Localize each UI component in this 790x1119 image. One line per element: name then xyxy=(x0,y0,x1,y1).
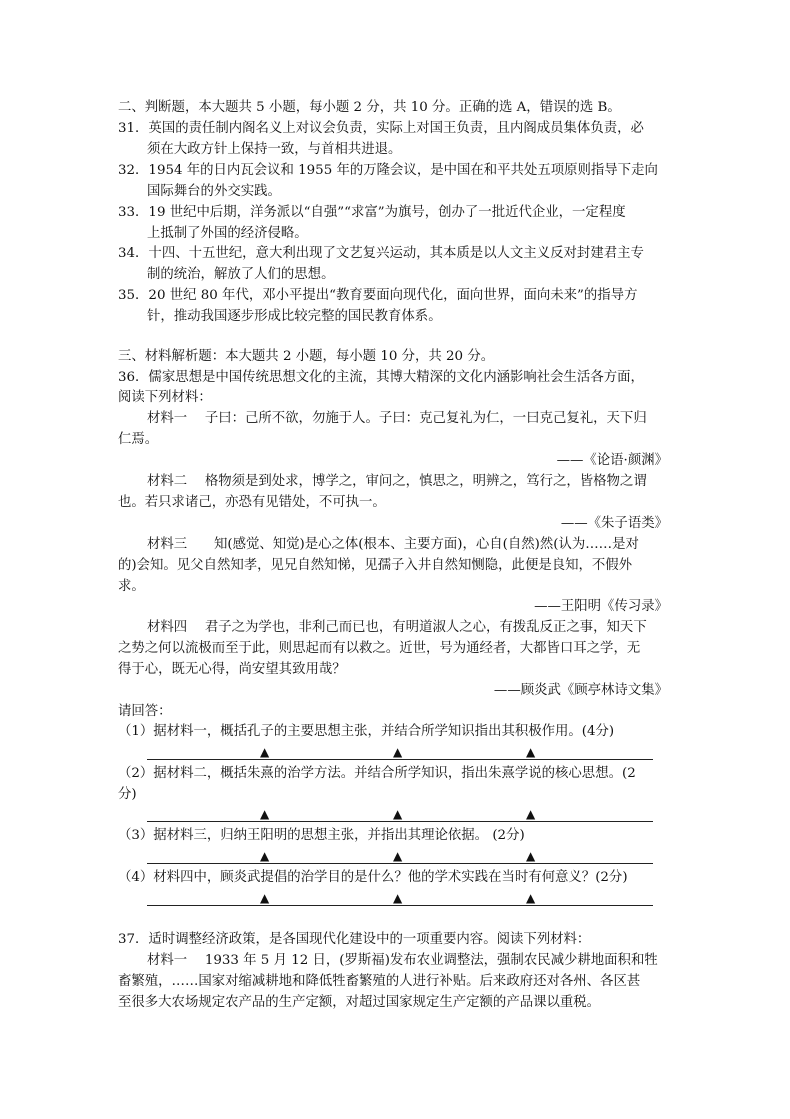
answer-marker: ▲ xyxy=(393,807,403,821)
material4-source: ——顾炎武《顾亭林诗文集》 xyxy=(493,683,668,698)
section2-title: 二、判断题，本大题共 5 小题，每小题 2 分，共 10 分。正确的选 A，错误的选 B。 xyxy=(118,100,621,115)
q34-line2: 制的统治，解放了人们的思想。 xyxy=(147,267,335,282)
q37-material1-line2: 畜繁殖，……国家对缩减耕地和降低牲畜繁殖的人进行补贴。后来政府还对各州、各区甚 xyxy=(118,974,641,989)
material4-line1: 材料四 君子之为学也，非利己而已也，有明道淑人之心，有拨乱反正之事，知天下 xyxy=(147,620,647,635)
answer-prompt: 请回答： xyxy=(118,704,172,719)
answer-marker: ▲ xyxy=(526,745,536,759)
q37-intro: 37．适时调整经济政策，是各国现代化建设中的一项重要内容。阅读下列材料： xyxy=(118,932,591,947)
material1-source: ——《论语·颜渊》 xyxy=(556,453,668,468)
q37-material1-line1: 材料一 1933 年 5 月 12 日，(罗斯福)发布农业调整法，强制农民减少耕地面积和牲 xyxy=(147,953,658,968)
answer-line[interactable] xyxy=(147,863,653,864)
answer-line[interactable] xyxy=(147,905,653,906)
answer-marker: ▲ xyxy=(260,891,270,905)
q33-line2: 上抵制了外国的经济侵略。 xyxy=(147,226,308,241)
section3-title: 三、材料解析题：本大题共 2 小题，每小题 10 分，共 20 分。 xyxy=(118,349,495,364)
q35-line1: 35．20 世纪 80 年代，邓小平提出“教育要面向现代化，面向世界，面向未来”的指导方 xyxy=(118,288,638,303)
q32-line1: 32．1954 年的日内瓦会议和 1955 年的万隆会议，是中国在和平共处五项原则指导下走向 xyxy=(118,163,658,178)
answer-marker: ▲ xyxy=(526,891,536,905)
answer-marker: ▲ xyxy=(393,891,403,905)
material3-line2: 的)会知。见父自然知孝，见兄自然知悌，见孺子入井自然知恻隐，此便是良知，不假外 xyxy=(118,558,633,573)
material3-line3: 求。 xyxy=(118,579,145,594)
q35-line2: 针，推动我国逐步形成比较完整的国民教育体系。 xyxy=(147,309,442,324)
answer-marker: ▲ xyxy=(260,849,270,863)
subquestion-1: （1）据材料一，概括孔子的主要思想主张，并结合所学知识指出其积极作用。(4分) xyxy=(118,724,615,739)
q31-line2: 须在大政方针上保持一致，与首相共进退。 xyxy=(147,142,402,157)
answer-marker: ▲ xyxy=(526,807,536,821)
q36-intro-line2: 阅读下列材料： xyxy=(118,390,212,405)
q31-line1: 31．英国的责任制内阁名义上对议会负责，实际上对国王负责，且内阁成员集体负责，必 xyxy=(118,121,644,136)
subquestion-4: （4）材料四中，顾炎武提倡的治学目的是什么？他的学术实践在当时有何意义？(2分) xyxy=(118,870,628,885)
answer-marker: ▲ xyxy=(260,807,270,821)
material2-line2: 也。若只求诸己，亦恐有见错处，不可执一。 xyxy=(118,495,386,510)
answer-marker: ▲ xyxy=(393,849,403,863)
subquestion-3: （3）据材料三，归纳王阳明的思想主张，并指出其理论依据。 (2分) xyxy=(118,828,525,843)
subquestion-2-line1: （2）据材料二，概括朱熹的治学方法。并结合所学知识，指出朱熹学说的核心思想。(2 xyxy=(118,766,636,781)
q34-line1: 34．十四、十五世纪，意大利出现了文艺复兴运动，其本质是以人文主义反对封建君主专 xyxy=(118,246,644,261)
material1-line2: 仁焉。 xyxy=(118,432,159,447)
q36-intro-line1: 36．儒家思想是中国传统思想文化的主流，其博大精深的文化内涵影响社会生活各方面， xyxy=(118,370,644,385)
material2-line1: 材料二 格物须是到处求，博学之，审问之，慎思之，明辨之，笃行之，皆格物之谓 xyxy=(147,474,647,489)
q32-line2: 国际舞台的外交实践。 xyxy=(147,184,281,199)
answer-line[interactable] xyxy=(147,821,653,822)
answer-marker: ▲ xyxy=(260,745,270,759)
material1-line1: 材料一 子曰：己所不欲，勿施于人。子曰：克己复礼为仁，一曰克己复礼，天下归 xyxy=(147,411,647,426)
material4-line3: 得于心，既无心得，尚安望其致用哉？ xyxy=(118,662,346,677)
subquestion-2-line2: 分) xyxy=(118,787,137,802)
q37-material1-line3: 至很多大农场规定农产品的生产定额，对超过国家规定生产定额的产品课以重税。 xyxy=(118,995,601,1010)
answer-line[interactable] xyxy=(147,759,653,760)
material4-line2: 之势之何以流极而至于此，则思起而有以救之。近世，号为通经者，大都皆口耳之学，无 xyxy=(118,641,641,656)
material2-source: ——《朱子语类》 xyxy=(560,516,668,531)
answer-marker: ▲ xyxy=(526,849,536,863)
q33-line1: 33．19 世纪中后期，洋务派以“自强”“求富”为旗号，创办了一批近代企业，一定程度 xyxy=(118,205,626,220)
material3-source: ——王阳明《传习录》 xyxy=(534,599,668,614)
answer-marker: ▲ xyxy=(393,745,403,759)
material3-line1: 材料三 知(感觉、知觉)是心之体(根本、主要方面)，心自(自然)然(认为……是对 xyxy=(147,537,639,552)
